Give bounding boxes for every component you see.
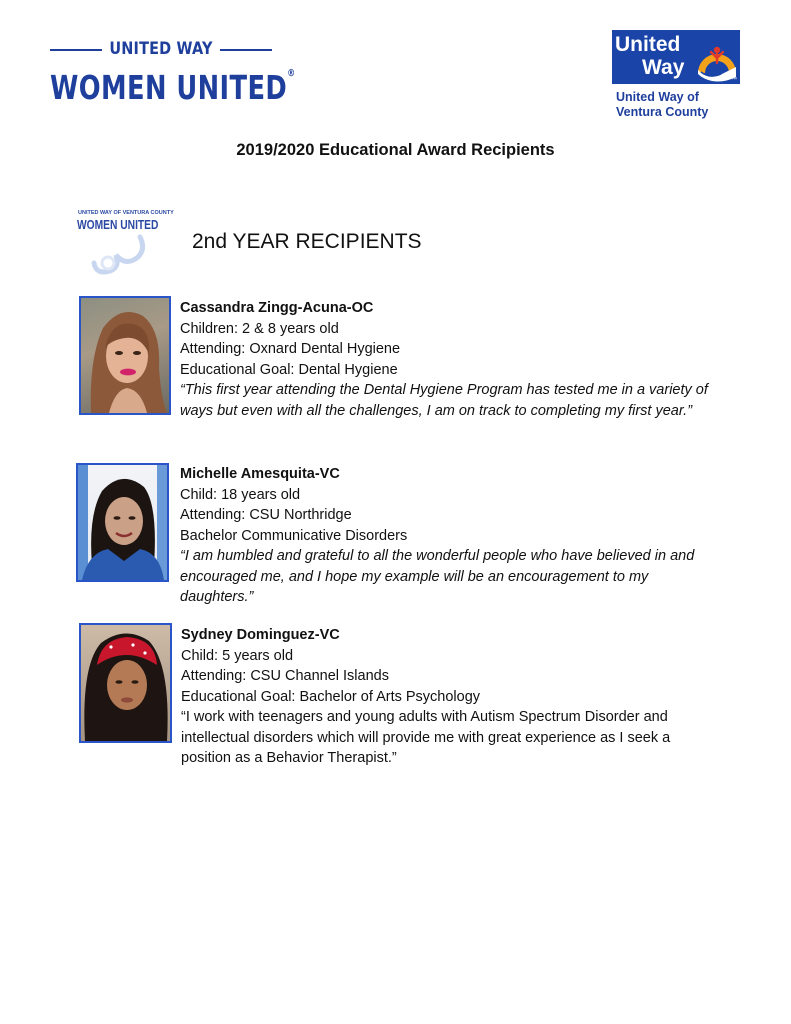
logo-top-text: UNITED WAY [109, 39, 213, 59]
recipient-goal: Educational Goal: Dental Hygiene [180, 361, 398, 378]
portrait-photo-icon [78, 465, 167, 580]
recipient-quote-line: daughters.” [180, 589, 254, 605]
united-way-subtitle-line2: Ventura County [616, 105, 709, 119]
women-united-small-logo [74, 207, 174, 275]
recipient-photo-sydney [79, 623, 172, 743]
recipient-quote-line: “I work with teenagers and young adults with Autism Spectrum Disorder and [181, 709, 668, 725]
recipient-quote-line: “I am humbled and grateful to all the wonderful people who have believed in and [180, 548, 695, 564]
recipient-attending: Attending: CSU Northridge [180, 507, 352, 523]
united-way-subtitle-line1: United Way of [616, 90, 699, 104]
recipient-quote-line: position as a Behavior Therapist.” [181, 750, 397, 766]
recipient-attending: Attending: CSU Channel Islands [181, 668, 389, 684]
united-way-line1: United [615, 33, 681, 56]
recipient-name: Sydney Dominguez-VC [181, 627, 340, 643]
united-way-trademark: ™ [731, 77, 737, 83]
logo-main-text [50, 68, 296, 107]
united-way-subtitle [616, 90, 756, 120]
recipient-quote-line: intellectual disorders which will provide me with great experience as I seek a [181, 729, 671, 746]
recipient-children: Children: 2 & 8 years old [180, 320, 339, 337]
small-logo-main-text: WOMEN UNITED [77, 218, 159, 232]
recipient-children: Child: 18 years old [180, 486, 301, 503]
page-title: 2019/2020 Educational Award Recipients [236, 141, 555, 159]
recipient-quote-line: ways but even with all the challenges, I am on track to completing my first year.” [180, 402, 693, 419]
portrait-photo-icon [81, 298, 169, 413]
recipient-quote-line: “This first year attending the Dental Hygiene Program has tested me in a variety of [180, 382, 708, 398]
recipient-quote-line: encouraged me, and I hope my example will be an encouragement to my [180, 568, 649, 585]
section-title: 2nd YEAR RECIPIENTS [192, 230, 422, 253]
recipient-name: Michelle Amesquita-VC [180, 466, 340, 482]
united-way-logo [612, 30, 740, 84]
logo-main-label: WOMEN UNITED [50, 68, 288, 107]
recipient-children: Child: 5 years old [181, 647, 294, 664]
small-logo-top-text: UNITED WAY OF VENTURA COUNTY [78, 210, 174, 216]
recipient-goal: Educational Goal: Bachelor of Arts Psychology [181, 688, 481, 705]
recipient-name: Cassandra Zingg-Acuna-OC [180, 300, 374, 316]
united-way-line2: Way [642, 56, 685, 79]
women-united-logo [50, 38, 296, 110]
recipient-photo-cassandra [79, 296, 171, 415]
recipient-goal: Bachelor Communicative Disorders [180, 527, 408, 544]
recipient-attending: Attending: Oxnard Dental Hygiene [180, 341, 401, 357]
logo-trademark: ® [287, 68, 296, 79]
portrait-photo-icon [81, 625, 170, 741]
recipient-photo-michelle [76, 463, 169, 582]
women-united-logo-top [50, 38, 272, 60]
recipient-cassandra [180, 298, 760, 421]
recipient-sydney [181, 625, 771, 769]
recipient-michelle [180, 464, 760, 608]
